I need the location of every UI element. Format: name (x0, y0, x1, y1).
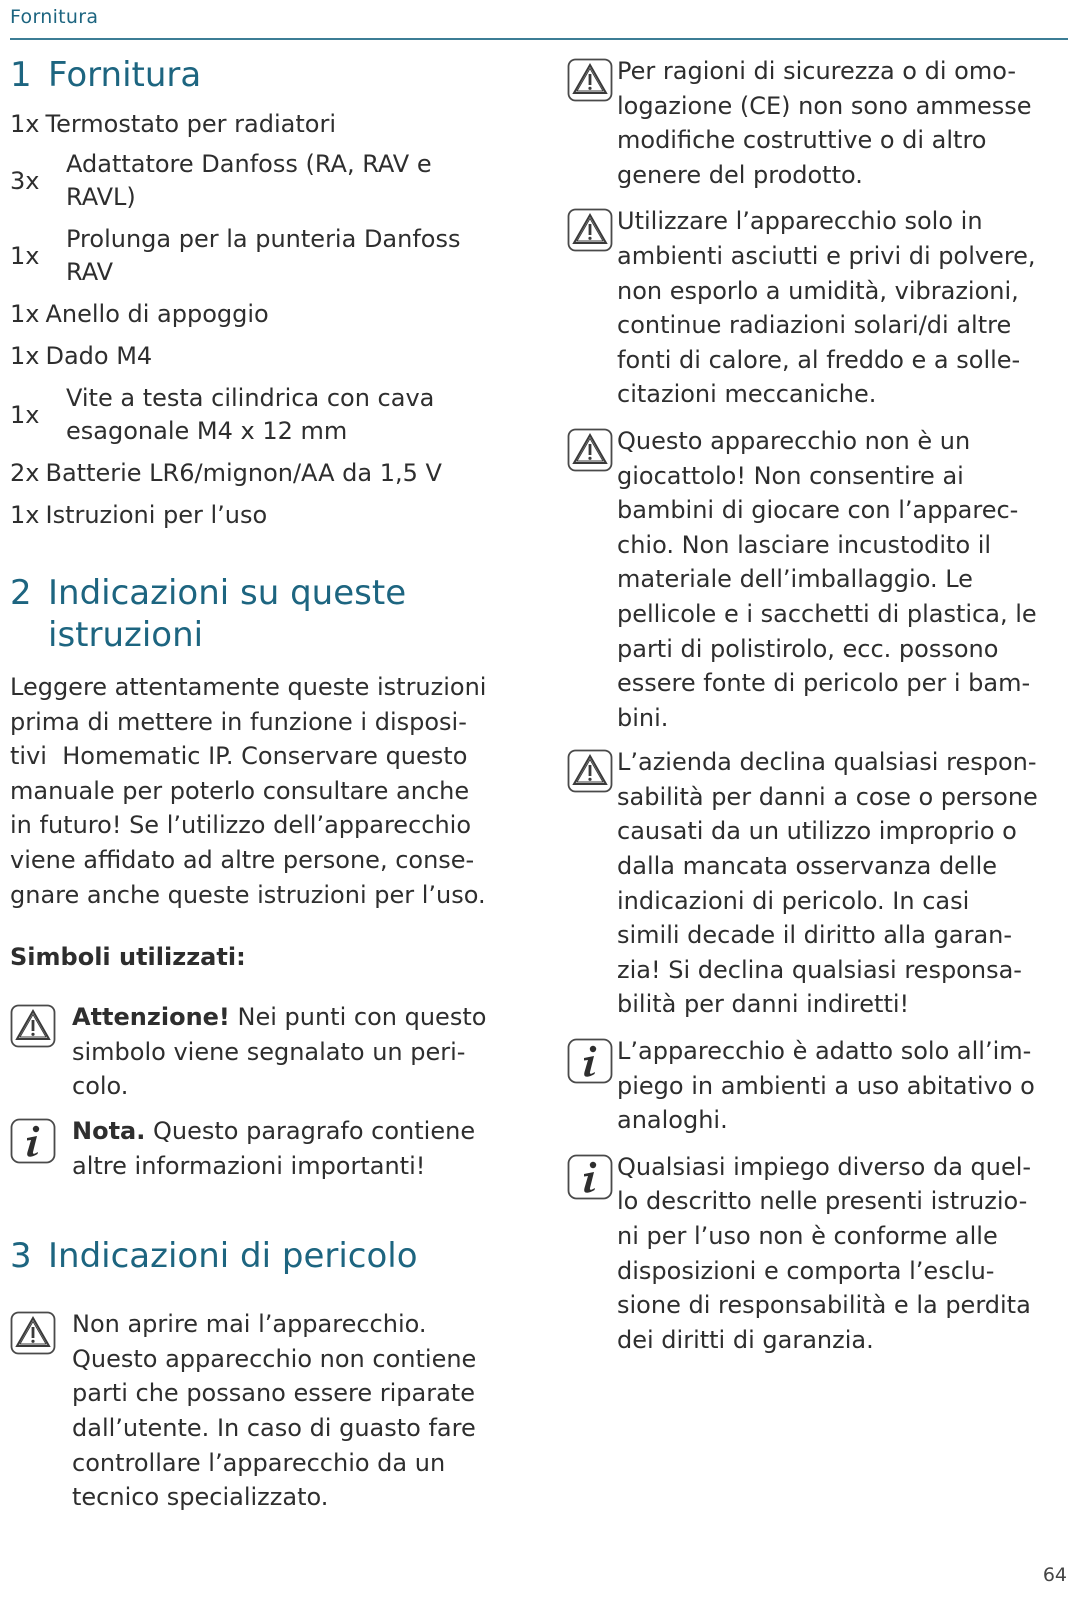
section-1-heading (10, 54, 510, 96)
section-title-line: istruzioni (48, 615, 204, 655)
danger-note: Per ragioni di sicurezza o di omo- logazione (CE) non sono ammesse modifiche costruttive o di altro genere del prodotto. (567, 54, 1067, 192)
section-number: 2 (10, 573, 32, 613)
info-i-icon (567, 1038, 613, 1084)
danger-note: Questo apparecchio non è un giocattolo! Non consentire ai bambini di giocare con l’apparec- chio. Non lasciare incustodito il materiale dell’imballaggio. Le pellicole e i sacchetti di plastica, le parti di polistirolo, ecc. possono essere fonte di pericolo per i bam- bini. (567, 424, 1067, 735)
warning-triangle-icon (567, 428, 613, 472)
list-item: 1x Dado M4 (10, 342, 153, 370)
warning-symbol-note: Attenzione! Nei punti con questo simbolo viene segnalato un peri- colo. (10, 1000, 510, 1104)
info-symbol-note: Nota. Questo paragrafo contiene altre informazioni importanti! (10, 1114, 510, 1183)
section-number: 3 (10, 1236, 32, 1277)
warning-triangle-icon (567, 58, 613, 102)
info-note: Qualsiasi impiego diverso da quel- lo descritto nelle presenti istruzio- ni per l’uso non è conforme alle disposizioni e comporta l’esclu- sione di responsabilità e la perdita dei diritti di garanzia. (567, 1150, 1067, 1358)
list-item: 1x Termostato per radiatori (10, 110, 336, 138)
warning-triangle-icon (10, 1311, 56, 1355)
left-column (10, 54, 510, 1515)
section-title: Indicazioni di pericolo (48, 1236, 418, 1277)
section-title-line: Indicazioni su queste (48, 573, 407, 613)
list-item: 1x Vite a testa cilindrica con cava esagonale M4 x 12 mm (10, 384, 435, 445)
danger-note: Utilizzare l’apparecchio solo in ambienti asciutti e privi di polvere, non esporlo a umidità, vibrazioni, continue radiazioni solari/di altre fonti di calore, al freddo e a solle- citazioni meccaniche. (567, 204, 1067, 412)
section-3-heading (10, 1235, 510, 1277)
list-item: 3x Adattatore Danfoss (RA, RAV e RAVL) (10, 150, 432, 211)
list-item: 1x Istruzioni per l’uso (10, 501, 268, 529)
section-2-heading (10, 572, 510, 656)
info-i-icon (10, 1118, 56, 1164)
supply-list (10, 108, 510, 532)
header-divider (10, 38, 1068, 40)
intro-paragraph: Leggere attentamente queste istruzioni prima di mettere in funzione i disposi- tivi Homematic IP. Conservare questo manuale per poterlo consultare anche in futuro! Se l’utilizzo dell’apparecchio viene affidato ad altre persone, conse- gnare anche queste istruzioni per l’uso. (10, 673, 487, 909)
running-header: Fornitura (10, 6, 99, 28)
section-number: 1 (10, 55, 32, 95)
danger-note: L’azienda declina qualsiasi respon- sabilità per danni a cose o persone causati da un utilizzo improprio o dalla mancata osservanza delle indicazioni di pericolo. In casi simili decade il diritto alla garan- zia! Si declina qualsiasi responsa- bilità per danni indiretti! (567, 745, 1067, 1022)
warning-triangle-icon (567, 208, 613, 252)
section-title: Fornitura (48, 55, 202, 95)
list-item: 1x Anello di appoggio (10, 300, 269, 328)
warning-triangle-icon (10, 1004, 56, 1048)
symbols-heading: Simboli utilizzati: (10, 943, 246, 972)
right-column (567, 54, 1067, 1357)
list-item: 2x Batterie LR6/mignon/AA da 1,5 V (10, 459, 442, 487)
page-number: 64 (1042, 1564, 1067, 1586)
info-i-icon (567, 1154, 613, 1200)
info-note: L’apparecchio è adatto solo all’im- piego in ambienti a uso abitativo o analoghi. (567, 1034, 1067, 1138)
warning-triangle-icon (567, 749, 613, 793)
danger-note: Non aprire mai l’apparecchio. Questo apparecchio non contiene parti che possano essere riparate dall’utente. In caso di guasto fare controllare l’apparecchio da un tecnico specializzato. (10, 1307, 510, 1515)
list-item: 1x Prolunga per la punteria Danfoss RAV (10, 225, 461, 286)
